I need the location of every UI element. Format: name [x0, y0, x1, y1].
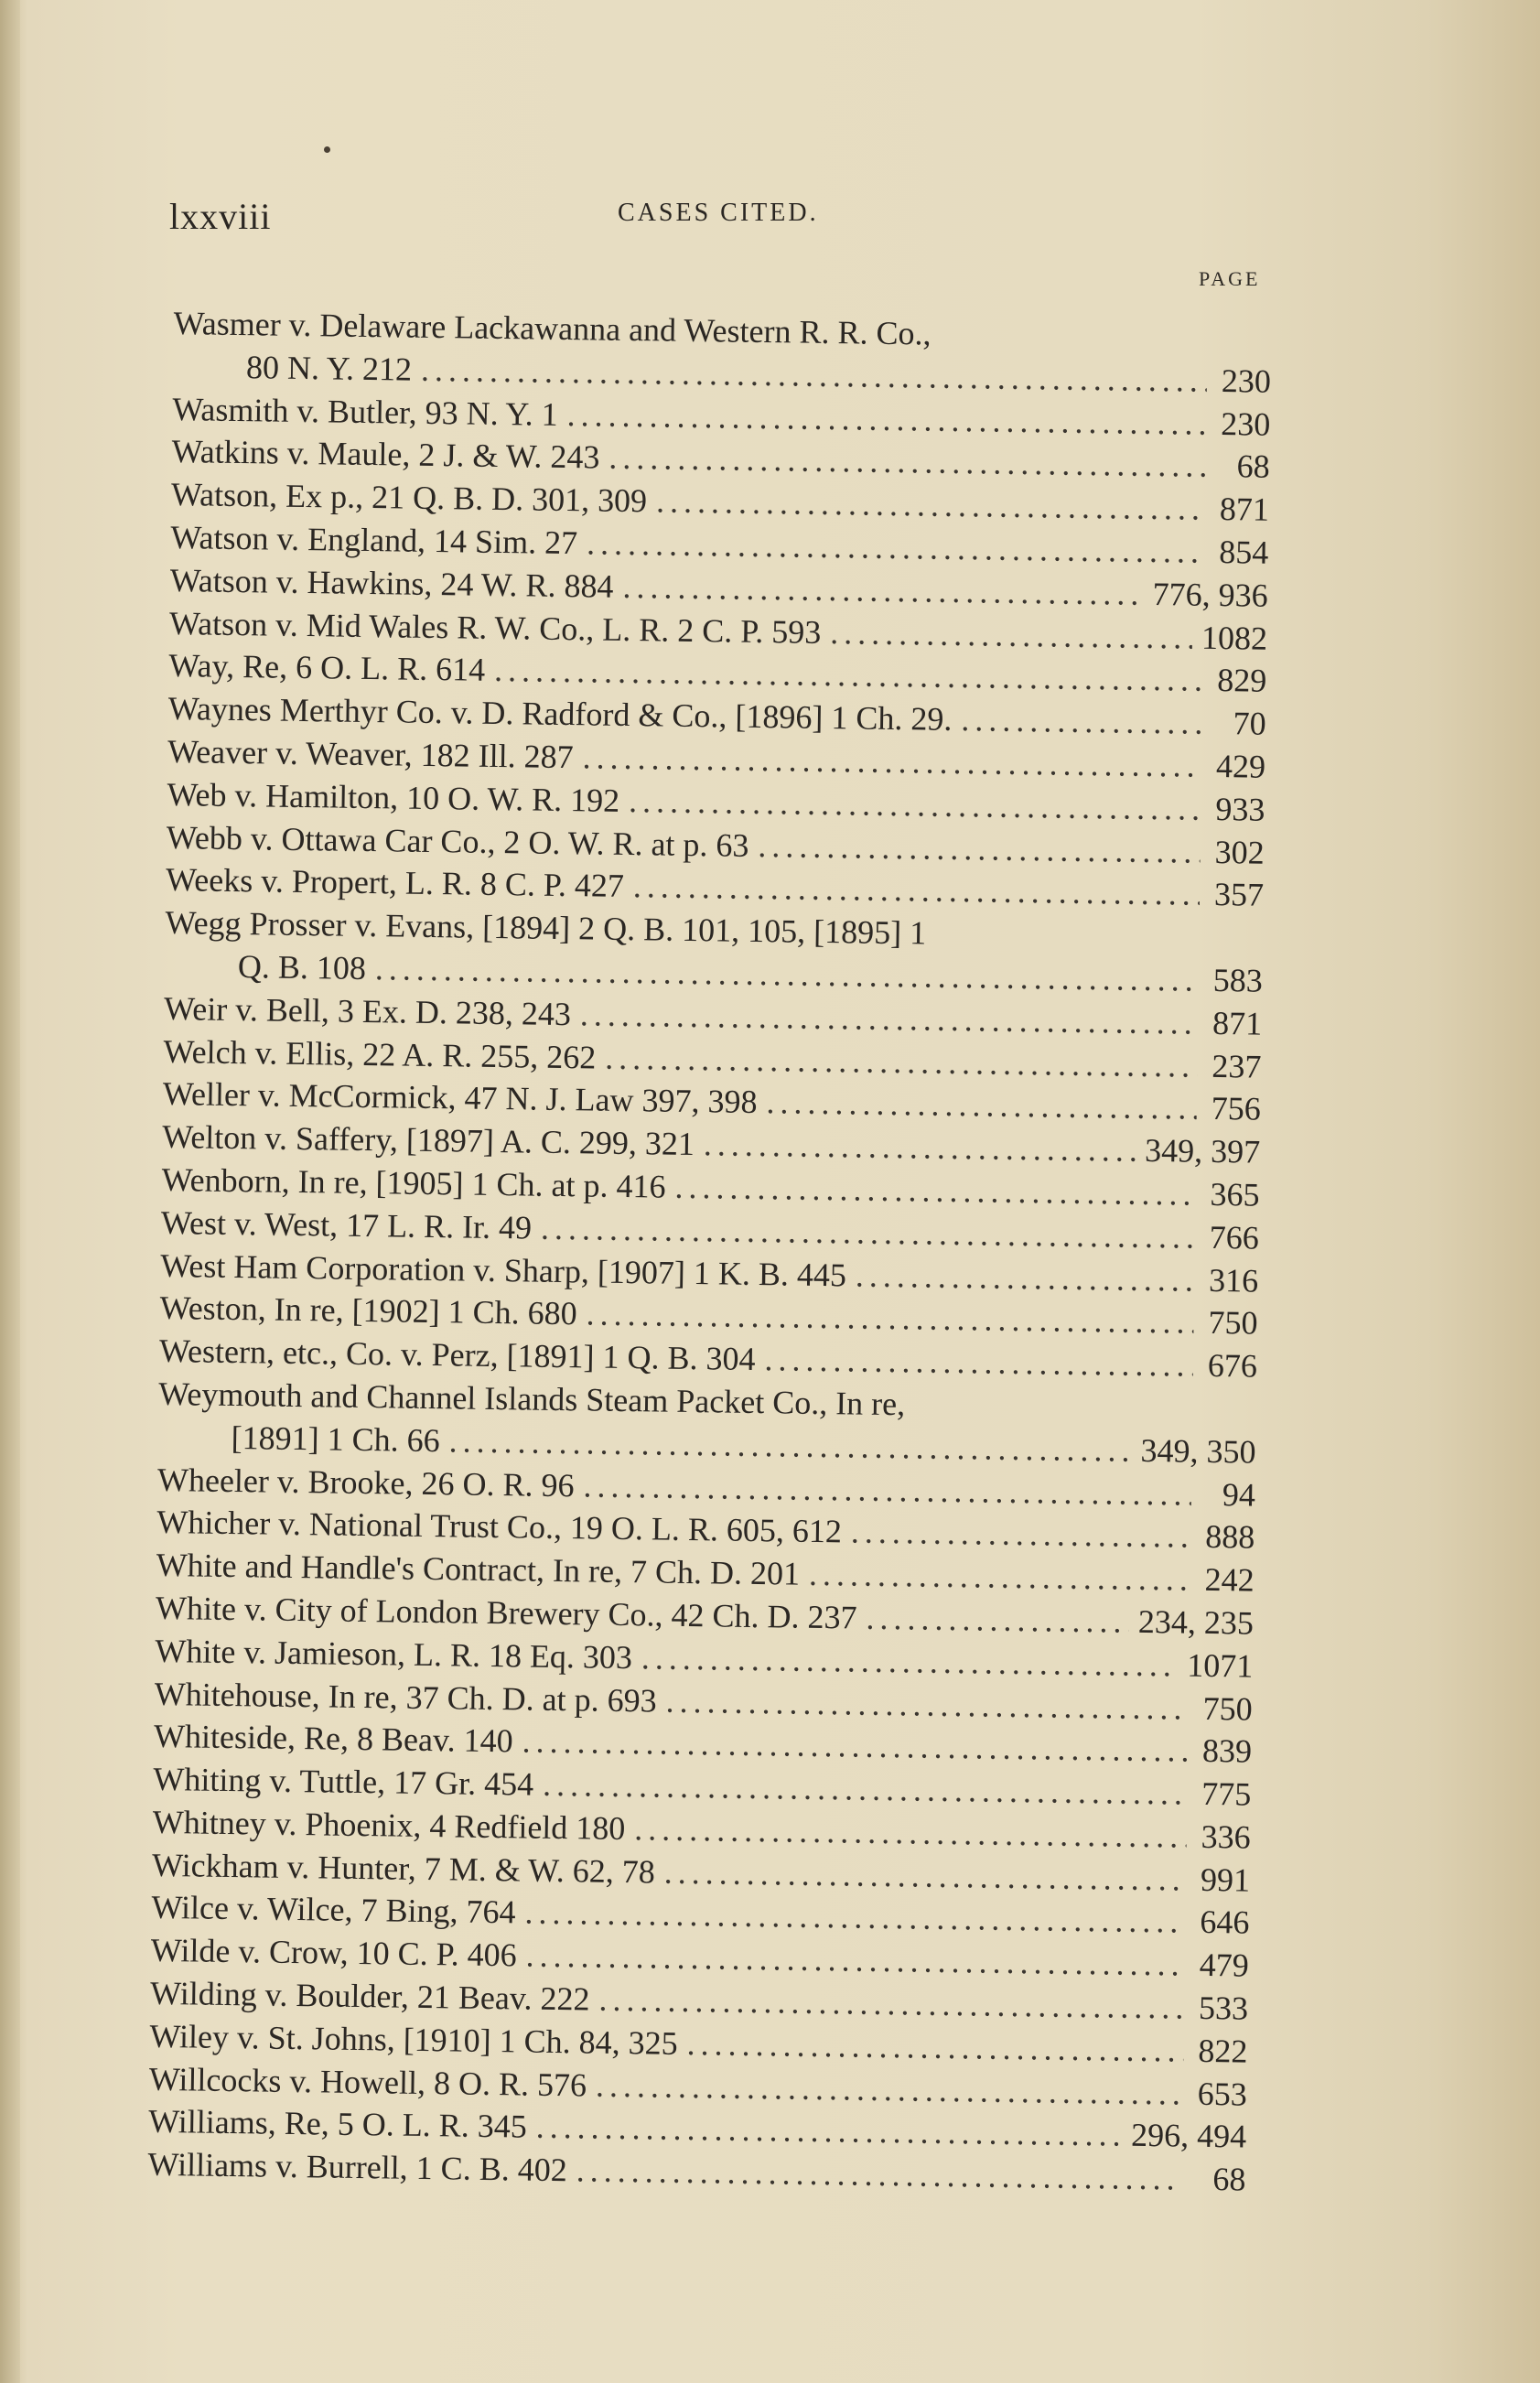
- case-citation: Weir v. Bell, 3 Ex. D. 238, 243: [163, 989, 572, 1032]
- page-reference: 349, 350: [1140, 1431, 1256, 1471]
- page-reference: 871: [1212, 1004, 1263, 1042]
- case-citation: Weymouth and Channel Islands Steam Packet Co., In re,: [158, 1375, 906, 1423]
- case-citation: Wasmith v. Butler, 93 N. Y. 1: [172, 390, 558, 433]
- case-citation: Wilce v. Wilce, 7 Bing, 764: [151, 1889, 516, 1931]
- page-reference: 822: [1198, 2032, 1248, 2070]
- page-reference: 336: [1201, 1817, 1251, 1856]
- dot-leader: [851, 1511, 1191, 1558]
- case-citation: Weller v. McCormick, 47 N. J. Law 397, 398: [162, 1075, 758, 1121]
- page-reference: 766: [1209, 1218, 1260, 1256]
- dot-leader: [674, 1166, 1196, 1216]
- folio-number: lxxviii: [169, 196, 272, 237]
- case-citation: Whiteside, Re, 8 Beav. 140: [153, 1718, 513, 1760]
- page-column-label: PAGE: [1199, 267, 1261, 290]
- case-citation: Web v. Hamilton, 10 O. W. R. 192: [167, 775, 620, 819]
- page-reference: 646: [1200, 1903, 1250, 1942]
- case-citation: Way, Re, 6 O. L. R. 614: [168, 647, 486, 689]
- case-citation: Western, etc., Co. v. Perz, [1891] 1 Q. B. 304: [158, 1332, 756, 1378]
- page-reference: 653: [1197, 2075, 1248, 2113]
- page-reference: 583: [1212, 961, 1264, 999]
- cases-cited-list: [147, 302, 1272, 2202]
- page-reference: 750: [1208, 1304, 1258, 1342]
- case-entry: [157, 1373, 1256, 1473]
- dot-leader: [866, 1597, 1129, 1644]
- page-binding-edge: [0, 0, 20, 2383]
- case-citation: Watson, Ex p., 21 Q. B. D. 301, 309: [170, 476, 648, 520]
- dot-leader: [686, 2022, 1183, 2072]
- page-reference: 776, 936: [1152, 575, 1268, 614]
- case-citation: Whicher v. National Trust Co., 19 O. L. R. 605, 612: [156, 1504, 843, 1550]
- dot-leader: [758, 825, 1201, 874]
- ink-speck: [324, 146, 330, 153]
- dot-leader: [704, 1123, 1136, 1171]
- page-reference: 479: [1199, 1946, 1250, 1984]
- page-reference: 242: [1204, 1560, 1255, 1599]
- page-reference: 316: [1208, 1261, 1259, 1299]
- case-citation: Waynes Merthyr Co. v. D. Radford & Co., [1896] 1 Ch. 29.: [167, 690, 953, 739]
- case-citation: Williams v. Burrell, 1 C. B. 402: [147, 2146, 568, 2189]
- case-citation: West Ham Corporation v. Sharp, [1907] 1 K. B. 445: [160, 1246, 847, 1293]
- case-citation: Wenborn, In re, [1905] 1 Ch. at p. 416: [161, 1160, 666, 1205]
- page-reference: 68: [1236, 447, 1270, 486]
- page-reference: 349, 397: [1144, 1132, 1261, 1170]
- page-reference: 933: [1215, 790, 1265, 828]
- page-reference: 302: [1214, 833, 1265, 871]
- case-citation-continued: [1891] 1 Ch. 66: [231, 1418, 440, 1459]
- case-citation: White v. Jamieson, L. R. 18 Eq. 303: [155, 1632, 633, 1676]
- page-reference: 234, 235: [1137, 1602, 1255, 1642]
- case-citation-continued: Q. B. 108: [237, 948, 367, 987]
- case-citation: Watson v. Mid Wales R. W. Co., L. R. 2 C. P. 593: [168, 604, 822, 651]
- page-reference: 1082: [1201, 619, 1268, 657]
- page-reference: 429: [1215, 747, 1266, 785]
- dot-leader: [961, 698, 1202, 744]
- page-reference: 94: [1222, 1475, 1256, 1514]
- case-citation: Wickham v. Hunter, 7 M. & W. 62, 78: [151, 1846, 656, 1891]
- page-reference: 237: [1212, 1047, 1262, 1085]
- case-citation: Watkins v. Maule, 2 J. & W. 243: [171, 433, 600, 476]
- case-citation: Watson v. England, 14 Sim. 27: [170, 518, 578, 562]
- page-reference: 365: [1210, 1175, 1260, 1213]
- page-reference: 839: [1201, 1732, 1253, 1770]
- case-citation: Wiley v. St. Johns, [1910] 1 Ch. 84, 325: [149, 2017, 678, 2062]
- page-reference: 750: [1202, 1689, 1253, 1728]
- dot-leader: [830, 611, 1192, 659]
- case-citation: Wilde v. Crow, 10 C. P. 406: [150, 1932, 517, 1974]
- page-reference: 230: [1220, 404, 1271, 443]
- case-entry: [165, 901, 1264, 1002]
- dot-leader: [665, 1679, 1189, 1730]
- page-reference: 676: [1207, 1347, 1258, 1385]
- dot-leader: [766, 1081, 1197, 1129]
- case-citation: Welton v. Saffery, [1897] A. C. 299, 321: [161, 1118, 695, 1163]
- case-entry: [173, 302, 1272, 403]
- dot-leader: [656, 480, 1206, 531]
- running-head: CASES CITED.: [618, 199, 819, 227]
- dot-leader: [634, 1807, 1187, 1858]
- case-citation: Wheeler v. Brooke, 26 O. R. 96: [156, 1461, 575, 1504]
- dot-leader: [641, 1636, 1179, 1687]
- case-citation: Willcocks v. Howell, 8 O. R. 576: [148, 2060, 587, 2104]
- case-citation: Weaver v. Weaver, 182 Ill. 287: [167, 732, 574, 776]
- case-citation-continued: 80 N. Y. 212: [245, 348, 413, 388]
- page-reference: 68: [1212, 2161, 1246, 2198]
- case-citation: Watson v. Hawkins, 24 W. R. 884: [169, 561, 614, 605]
- case-citation: Wasmer v. Delaware Lackawanna and Western R. R. Co.,: [173, 304, 932, 352]
- case-citation: White and Handle's Contract, In re, 7 Ch. D. 201: [156, 1546, 801, 1592]
- case-citation: Weston, In re, [1902] 1 Ch. 680: [159, 1289, 577, 1332]
- case-citation: West v. West, 17 L. R. Ir. 49: [160, 1203, 533, 1246]
- page-reference: 991: [1200, 1860, 1251, 1899]
- case-citation: White v. City of London Brewery Co., 42 Ch. D. 237: [155, 1589, 857, 1636]
- case-citation: Whitney v. Phoenix, 4 Redfield 180: [152, 1803, 626, 1847]
- case-citation: Williams, Re, 5 O. L. R. 345: [147, 2103, 528, 2146]
- case-citation: Welch v. Ellis, 22 A. R. 255, 262: [163, 1032, 597, 1076]
- page-reference: 854: [1219, 533, 1269, 571]
- case-citation: Whiting v. Tuttle, 17 Gr. 454: [153, 1760, 534, 1803]
- case-citation: Webb v. Ottawa Car Co., 2 O. W. R. at p. 63: [166, 818, 749, 864]
- page-reference: 756: [1211, 1090, 1262, 1128]
- page-reference: 533: [1198, 1989, 1249, 2027]
- page-reference: 230: [1221, 361, 1272, 400]
- page-reference: 829: [1217, 662, 1267, 700]
- page-reference: 888: [1204, 1518, 1255, 1556]
- page-reference: 296, 494: [1130, 2117, 1247, 2156]
- dot-leader: [664, 1850, 1187, 1901]
- page-reference: 775: [1201, 1774, 1252, 1813]
- case-citation: Wilding v. Boulder, 21 Beav. 222: [149, 1974, 590, 2018]
- page-reference: 871: [1219, 491, 1270, 528]
- case-citation: Wegg Prosser v. Evans, [1894] 2 Q. B. 101, 105, [1895] 1: [165, 904, 927, 952]
- dot-leader: [622, 566, 1144, 616]
- page-reference: 70: [1233, 705, 1266, 742]
- page-reference: 357: [1213, 876, 1265, 914]
- dot-leader: [764, 1338, 1193, 1386]
- dot-leader: [576, 2150, 1181, 2201]
- page-reference: 1071: [1187, 1646, 1254, 1685]
- page-header: [169, 188, 1281, 243]
- case-citation: Weeks v. Propert, L. R. 8 C. P. 427: [165, 861, 625, 905]
- dot-leader: [809, 1553, 1190, 1601]
- case-citation: Whitehouse, In re, 37 Ch. D. at p. 693: [154, 1675, 657, 1720]
- dot-leader: [856, 1254, 1195, 1301]
